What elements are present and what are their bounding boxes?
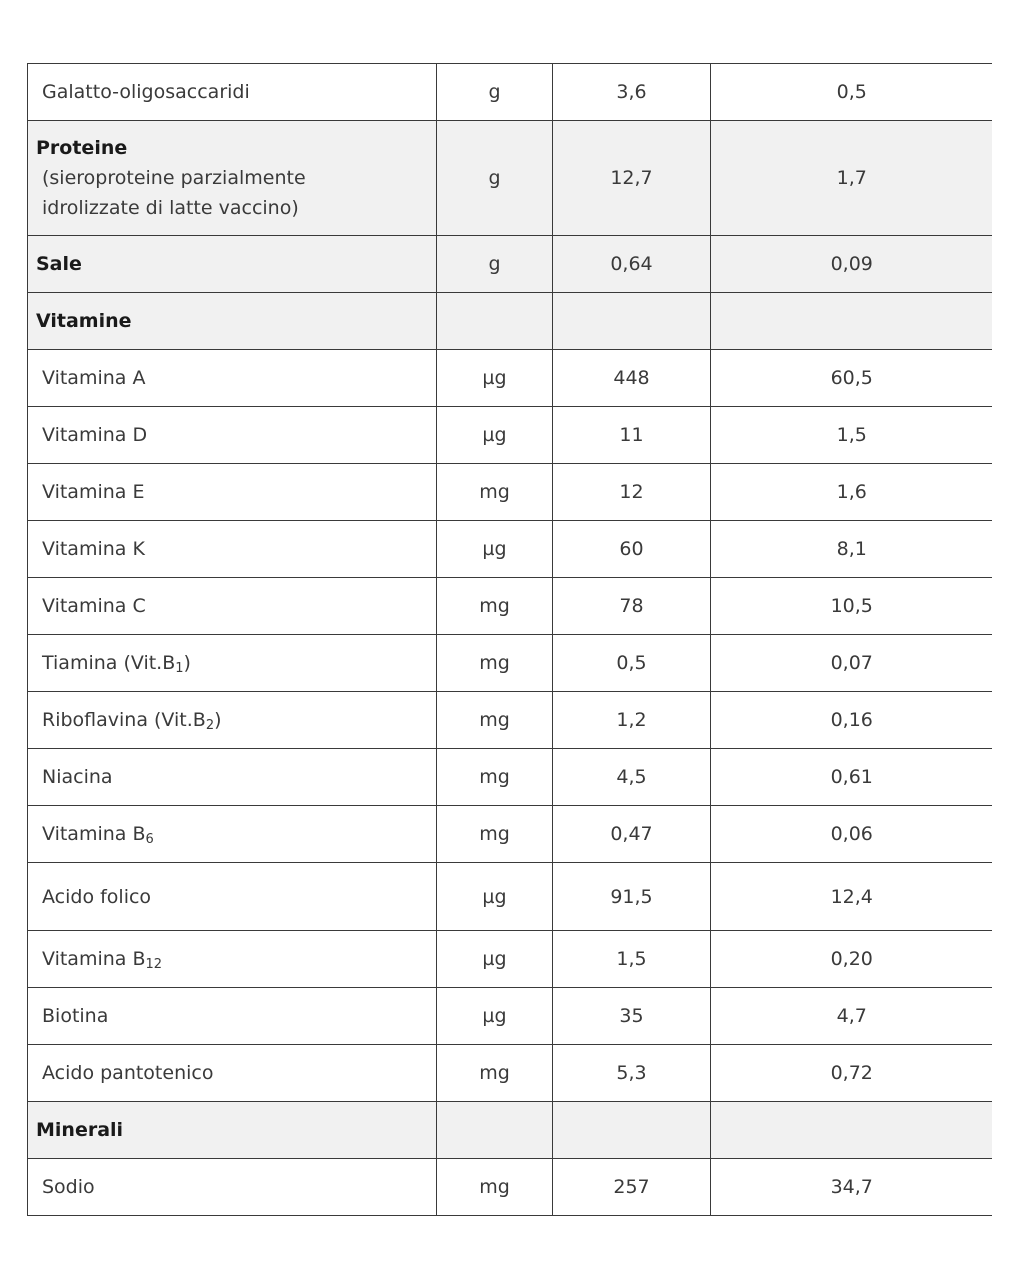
nutrient-name: Acido pantotenico xyxy=(28,1045,437,1102)
nutrient-unit: mg xyxy=(437,464,553,521)
section-title: Minerali xyxy=(28,1102,437,1159)
value-per-100g: 11 xyxy=(553,407,711,464)
value-per-100ml: 0,61 xyxy=(711,749,993,806)
nutrient-unit: g xyxy=(437,236,553,293)
nutrient-unit: µg xyxy=(437,521,553,578)
table-row-acido-folico xyxy=(28,863,993,931)
value-per-100g: 0,64 xyxy=(553,236,711,293)
nutrient-name: Vitamina K xyxy=(28,521,437,578)
nutrient-unit: µg xyxy=(437,988,553,1045)
value-per-100ml: 0,20 xyxy=(711,931,993,988)
value-per-100g: 1,5 xyxy=(553,931,711,988)
nutrient-unit: mg xyxy=(437,749,553,806)
value-per-100ml: 0,09 xyxy=(711,236,993,293)
nutrient-name: Vitamina E xyxy=(28,464,437,521)
nutrient-name xyxy=(28,121,437,236)
value-per-100ml: 60,5 xyxy=(711,350,993,407)
nutrient-unit: g xyxy=(437,121,553,236)
value-per-100g: 1,2 xyxy=(553,692,711,749)
value-per-100ml: 1,5 xyxy=(711,407,993,464)
value-per-100ml xyxy=(711,293,993,350)
section-title: Vitamine xyxy=(28,293,437,350)
value-per-100ml: 12,4 xyxy=(711,863,993,931)
value-per-100g: 78 xyxy=(553,578,711,635)
value-per-100g: 60 xyxy=(553,521,711,578)
table-row-vitamina-k xyxy=(28,521,993,578)
value-per-100g xyxy=(553,293,711,350)
nutrition-table xyxy=(27,63,992,1216)
nutrient-unit: mg xyxy=(437,692,553,749)
nutrient-unit xyxy=(437,293,553,350)
value-per-100g: 0,5 xyxy=(553,635,711,692)
nutrient-subscript: 6 xyxy=(145,832,154,847)
nutrient-name: Niacina xyxy=(28,749,437,806)
table-row-vitamina-b6 xyxy=(28,806,993,863)
nutrient-unit: µg xyxy=(437,407,553,464)
nutrient-name: Sale xyxy=(28,236,437,293)
nutrient-name: Vitamina A xyxy=(28,350,437,407)
value-per-100g: 448 xyxy=(553,350,711,407)
value-per-100ml: 0,06 xyxy=(711,806,993,863)
nutrient-unit: mg xyxy=(437,578,553,635)
nutrient-unit: µg xyxy=(437,863,553,931)
nutrient-name xyxy=(28,692,437,749)
table-row-tiamina xyxy=(28,635,993,692)
value-per-100ml: 0,5 xyxy=(711,64,993,121)
table-row-proteine xyxy=(28,121,993,236)
value-per-100g: 91,5 xyxy=(553,863,711,931)
nutrient-unit: µg xyxy=(437,931,553,988)
value-per-100g: 35 xyxy=(553,988,711,1045)
value-per-100g: 12 xyxy=(553,464,711,521)
nutrient-name: Vitamina C xyxy=(28,578,437,635)
table-row-vitamina-b12 xyxy=(28,931,993,988)
table-row-vitamina-d xyxy=(28,407,993,464)
nutrient-title: Proteine xyxy=(36,137,128,159)
nutrient-name: Sodio xyxy=(28,1159,437,1216)
value-per-100g: 257 xyxy=(553,1159,711,1216)
section-header-vitamine xyxy=(28,293,993,350)
nutrient-name: Biotina xyxy=(28,988,437,1045)
nutrient-note-line-2: idrolizzate di latte vaccino) xyxy=(42,197,299,219)
table-row-vitamina-a xyxy=(28,350,993,407)
nutrient-subscript: 1 xyxy=(175,661,184,676)
value-per-100ml: 0,16 xyxy=(711,692,993,749)
table-row-vitamina-e xyxy=(28,464,993,521)
value-per-100ml: 1,7 xyxy=(711,121,993,236)
value-per-100g: 12,7 xyxy=(553,121,711,236)
nutrient-name-suffix: ) xyxy=(214,709,222,731)
nutrient-name-text: Vitamina B xyxy=(42,948,146,970)
nutrient-note-line-1: (sieroproteine parzialmente xyxy=(42,167,306,189)
nutrient-unit: µg xyxy=(437,350,553,407)
value-per-100ml: 8,1 xyxy=(711,521,993,578)
table-row-sale xyxy=(28,236,993,293)
table-row-acido-pantotenico xyxy=(28,1045,993,1102)
value-per-100g: 0,47 xyxy=(553,806,711,863)
value-per-100ml: 10,5 xyxy=(711,578,993,635)
nutrient-unit: mg xyxy=(437,1159,553,1216)
nutrient-name xyxy=(28,635,437,692)
nutrition-table-container xyxy=(27,63,992,1219)
value-per-100ml xyxy=(711,1102,993,1159)
table-row-vitamina-c xyxy=(28,578,993,635)
nutrient-unit: mg xyxy=(437,806,553,863)
nutrient-name xyxy=(28,806,437,863)
nutrient-name-text: Tiamina (Vit.B xyxy=(42,652,176,674)
value-per-100g xyxy=(553,1102,711,1159)
value-per-100g: 4,5 xyxy=(553,749,711,806)
nutrient-name xyxy=(28,931,437,988)
nutrient-name-suffix: ) xyxy=(183,652,191,674)
table-row-biotina xyxy=(28,988,993,1045)
nutrient-unit xyxy=(437,1102,553,1159)
section-header-minerali xyxy=(28,1102,993,1159)
value-per-100g: 3,6 xyxy=(553,64,711,121)
nutrient-unit: g xyxy=(437,64,553,121)
table-row-sodio xyxy=(28,1159,993,1216)
nutrient-unit: mg xyxy=(437,635,553,692)
nutrient-subscript: 12 xyxy=(145,957,163,972)
nutrient-name-text: Vitamina B xyxy=(42,823,146,845)
value-per-100g: 5,3 xyxy=(553,1045,711,1102)
nutrient-name-text: Riboflavina (Vit.B xyxy=(42,709,206,731)
table-row-riboflavina xyxy=(28,692,993,749)
value-per-100ml: 0,07 xyxy=(711,635,993,692)
value-per-100ml: 4,7 xyxy=(711,988,993,1045)
nutrient-name: Galatto-oligosaccaridi xyxy=(28,64,437,121)
nutrient-name: Acido folico xyxy=(28,863,437,931)
table-row-galatto-oligosaccaridi xyxy=(28,64,993,121)
nutrient-name: Vitamina D xyxy=(28,407,437,464)
value-per-100ml: 34,7 xyxy=(711,1159,993,1216)
nutrient-subscript: 2 xyxy=(205,718,215,733)
nutrient-unit: mg xyxy=(437,1045,553,1102)
value-per-100ml: 0,72 xyxy=(711,1045,993,1102)
value-per-100ml: 1,6 xyxy=(711,464,993,521)
table-row-niacina xyxy=(28,749,993,806)
